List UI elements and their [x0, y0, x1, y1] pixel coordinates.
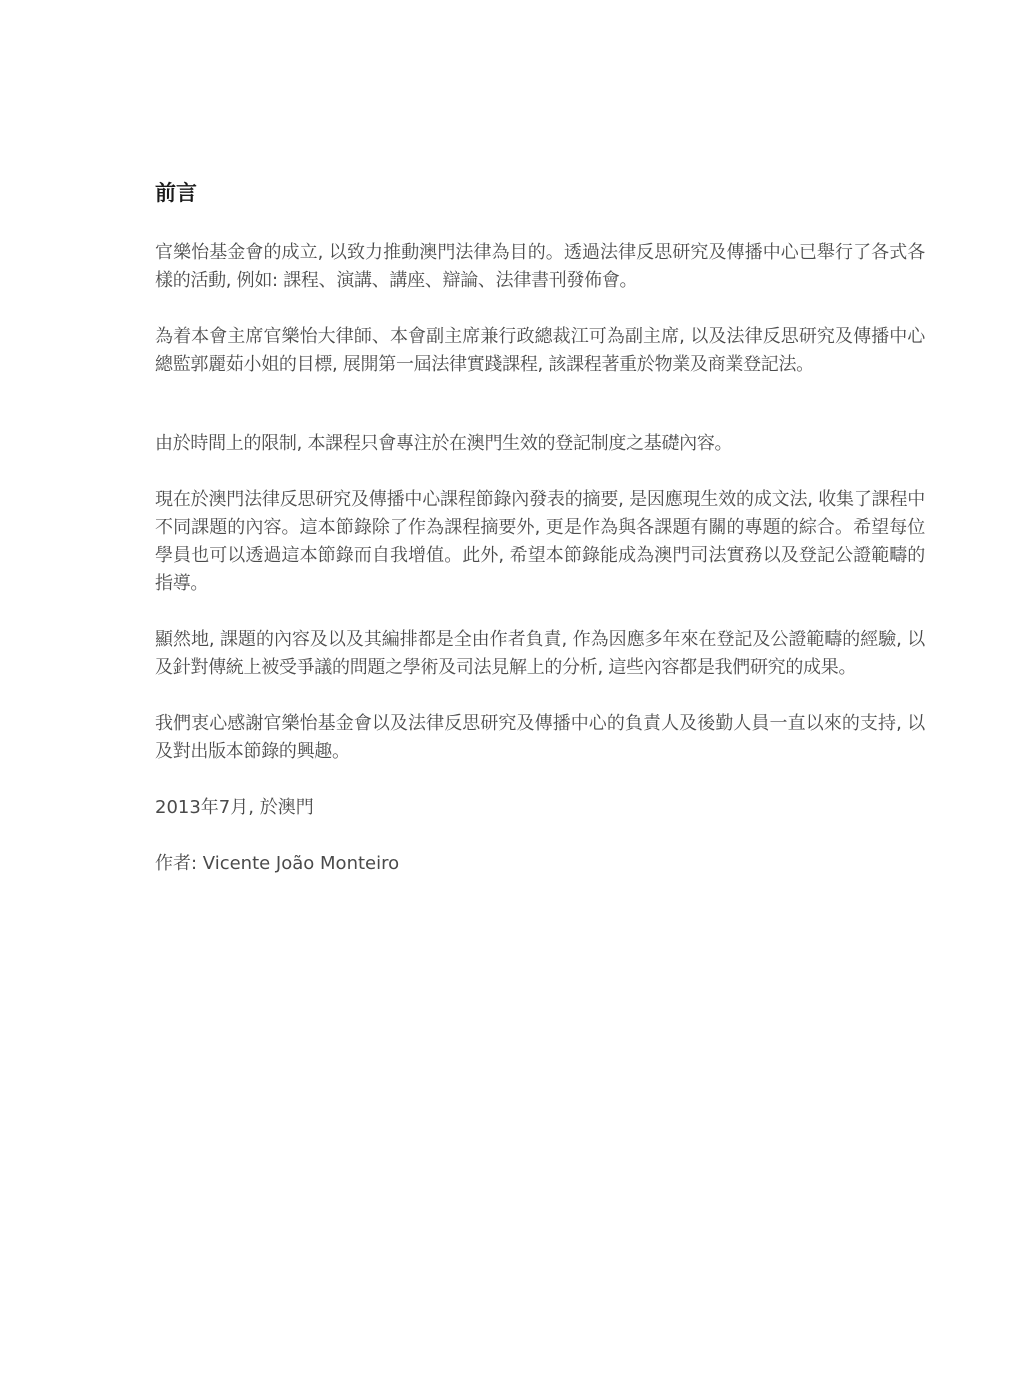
- paragraph-foundation-intro: 官樂怡基金會的成立, 以致力推動澳門法律為目的。透過法律反思研究及傳播中心已舉行了各式各樣的活動, 例如: 課程、演講、講座、辯論、法律書刊發佈會。: [155, 242, 925, 291]
- date-place: 2013年7月, 於澳門: [155, 797, 314, 818]
- paragraph-author-responsibility: 顯然地, 課題的內容及以及其編排都是全由作者負責, 作為因應多年來在登記及公證範疇的經驗, 以及針對傳統上被受爭議的問題之學術及司法見解上的分析, 這些內容都是我們研究的成果。: [155, 629, 925, 678]
- paragraph-summary-purpose: 現在於澳門法律反思研究及傳播中心課程節錄內發表的摘要, 是因應現生效的成文法, 收集了課程中不同課題的內容。這本節錄除了作為課程摘要外, 更是作為與各課題有關的專題的綜合。希望每位學員也可以透過這本節錄而自我增值。此外, 希望本節錄能成為澳門司法實務以及登記公證範疇的指導。: [155, 489, 925, 594]
- author-credit: 作者: Vicente João Monteiro: [155, 853, 400, 874]
- preface-body: [155, 178, 925, 906]
- paragraph-time-limit: 由於時間上的限制, 本課程只會專注於在澳門生效的登記制度之基礎內容。: [155, 433, 733, 454]
- paragraph-acknowledgement: 我們衷心感謝官樂怡基金會以及法律反思研究及傳播中心的負責人及後勤人員一直以來的支持, 以及對出版本節錄的興趣。: [155, 713, 925, 762]
- page-title: 前言: [155, 181, 197, 205]
- paragraph-course-goal: 為着本會主席官樂怡大律師、本會副主席兼行政總裁江可為副主席, 以及法律反思研究及傳播中心總監郭麗茹小姐的目標, 展開第一屆法律實踐課程, 該課程著重於物業及商業登記法。: [155, 326, 925, 375]
